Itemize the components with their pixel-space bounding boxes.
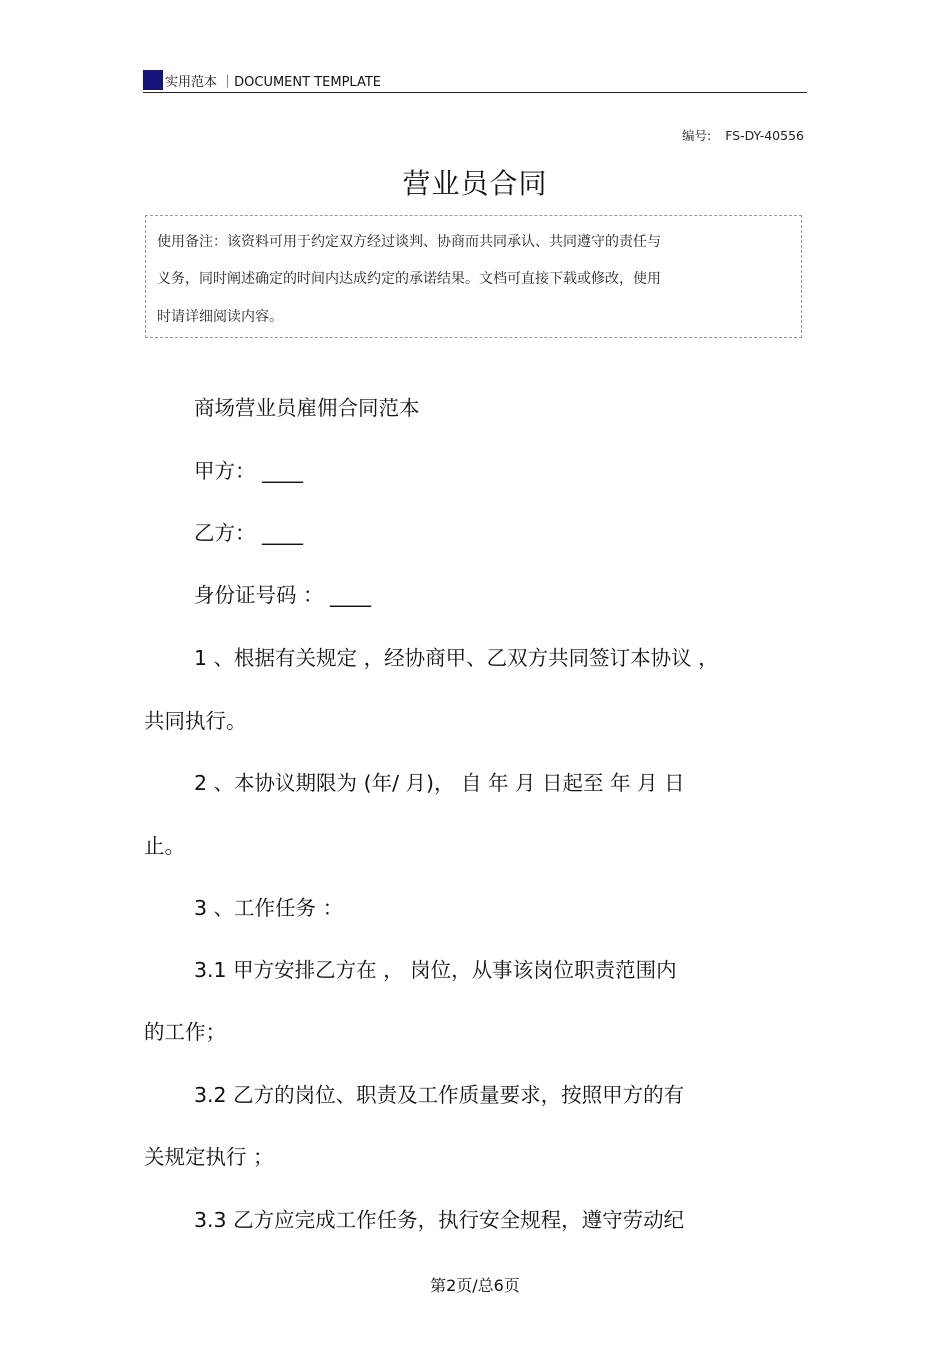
document-header	[143, 66, 807, 93]
document-number-value: FS-DY-40556	[725, 128, 804, 143]
usage-note-line: 时请详细阅读内容。	[157, 309, 283, 325]
body-line: 的工作；	[144, 1020, 226, 1044]
body-line: 3.1 甲方安排乙方在 ， 岗位，从事该岗位职责范围内	[194, 958, 677, 982]
page-indicator: 第2页/总6页	[430, 1276, 520, 1295]
document-number-label: 编号:	[681, 128, 712, 143]
body-line: 身份证号码 ： ____	[194, 583, 372, 607]
body-line: 乙方： ____	[194, 521, 304, 545]
body-line: 3.3 乙方应完成工作任务，执行安全规程，遵守劳动纪	[194, 1208, 685, 1232]
usage-note-box	[145, 215, 802, 338]
body-line: 甲方： ____	[194, 459, 304, 483]
logo-block-icon	[143, 70, 163, 90]
body-line: 止。	[144, 834, 185, 858]
body-line: 1 、根据有关规定 ，经协商甲、乙双方共同签订本协议 ，	[194, 646, 719, 670]
header-text: 实用范本 ｜DOCUMENT TEMPLATE	[165, 75, 381, 90]
usage-note-line: 使用备注：该资料可用于约定双方经过谈判、协商而共同承认、共同遵守的责任与	[157, 234, 661, 250]
document-number	[682, 126, 804, 144]
body-line: 3 、工作任务 ：	[194, 896, 344, 920]
body-line: 商场营业员雇佣合同范本	[194, 396, 420, 420]
body-line: 关规定执行 ；	[144, 1145, 274, 1169]
body-line: 共同执行。	[144, 709, 247, 733]
document-title: 营业员合同	[402, 167, 548, 200]
body-line: 2 、本协议期限为 (年/ 月)， 自 年 月 日起至 年 月 日	[194, 771, 685, 795]
body-line: 3.2 乙方的岗位、职责及工作质量要求，按照甲方的有	[194, 1083, 685, 1107]
usage-note-line: 义务，同时阐述确定的时间内达成约定的承诺结果。文档可直接下载或修改，使用	[157, 271, 661, 287]
